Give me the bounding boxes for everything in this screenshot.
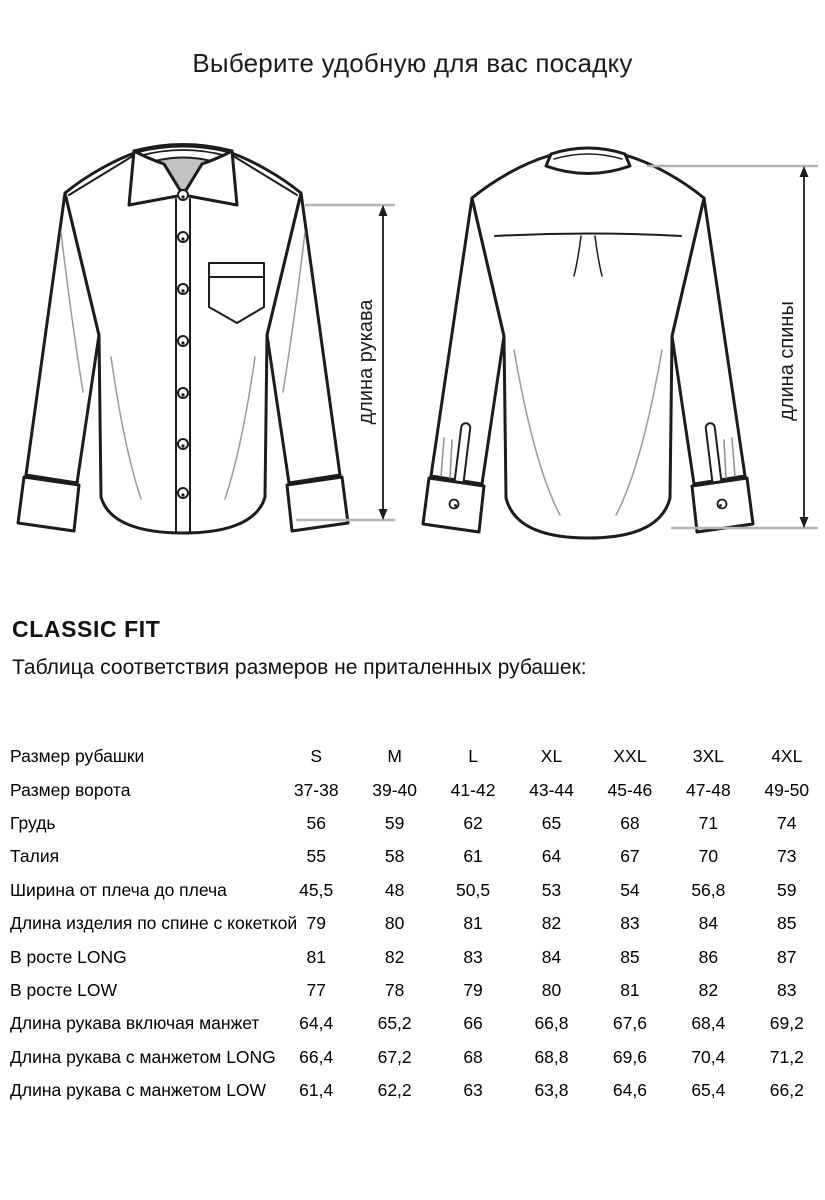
size-header-cell: XXL (613, 746, 647, 767)
table-row (10, 974, 825, 1007)
value-cell: 79 (306, 913, 326, 934)
value-cell: 71 (698, 812, 719, 833)
size-header-cell: 3XL (692, 746, 724, 767)
size-header-cell: 4XL (771, 746, 803, 767)
value-cell: 81 (620, 979, 640, 1000)
value-cell: 65,2 (377, 1013, 412, 1034)
value-cell: 87 (777, 946, 797, 967)
value-cell: 59 (384, 812, 405, 833)
table-row (10, 807, 825, 840)
row-label: В росте LONG (10, 946, 127, 967)
size-header-cell: M (387, 746, 402, 767)
value-cell: 66,8 (534, 1013, 569, 1034)
shirt-diagrams (0, 118, 825, 603)
value-cell: 47-48 (685, 779, 731, 800)
value-cell: 63 (463, 1080, 483, 1101)
value-cell: 86 (698, 946, 719, 967)
value-cell: 80 (384, 913, 405, 934)
value-cell: 71,2 (769, 1046, 804, 1067)
row-label: Длина рукава с манжетом LONG (10, 1046, 276, 1067)
row-label: Ширина от плеча до плеча (10, 879, 227, 900)
value-cell: 64 (541, 846, 562, 867)
value-cell: 67 (620, 846, 640, 867)
value-cell: 41-42 (450, 779, 496, 800)
table-row (10, 773, 825, 806)
value-cell: 67,6 (612, 1013, 647, 1034)
value-cell: 39-40 (372, 779, 418, 800)
row-label: Длина рукава включая манжет (10, 1013, 260, 1034)
value-cell: 82 (384, 946, 405, 967)
row-label: Размер ворота (10, 779, 131, 800)
size-header-cell: S (310, 746, 323, 767)
value-cell: 68,8 (534, 1046, 569, 1067)
value-cell: 78 (384, 979, 405, 1000)
table-row (10, 840, 825, 873)
table-header-label: Размер рубашки (10, 746, 145, 767)
value-cell: 82 (698, 979, 719, 1000)
row-label: Длина рукава с манжетом LOW (10, 1080, 267, 1101)
value-cell: 62,2 (377, 1080, 412, 1101)
value-cell: 66,4 (299, 1046, 334, 1067)
shirt-front-drawing (18, 145, 348, 534)
value-cell: 85 (620, 946, 640, 967)
size-header-cell: XL (540, 746, 563, 767)
value-cell: 67,2 (377, 1046, 412, 1067)
size-header-cell: L (468, 746, 478, 767)
value-cell: 37-38 (293, 779, 339, 800)
value-cell: 69,6 (612, 1046, 647, 1067)
value-cell: 53 (541, 879, 562, 900)
value-cell: 61,4 (299, 1080, 334, 1101)
value-cell: 84 (698, 913, 719, 934)
table-caption: Таблица соответствия размеров не приталенных рубашек: (12, 656, 587, 679)
value-cell: 54 (620, 879, 640, 900)
value-cell: 74 (777, 812, 797, 833)
value-cell: 83 (463, 946, 483, 967)
value-cell: 68,4 (691, 1013, 726, 1034)
fit-heading: CLASSIC FIT (12, 616, 161, 642)
table-row (10, 1041, 825, 1074)
value-cell: 65 (541, 812, 562, 833)
value-cell: 62 (463, 812, 483, 833)
value-cell: 83 (620, 913, 640, 934)
value-cell: 69,2 (769, 1013, 804, 1034)
value-cell: 77 (306, 979, 326, 1000)
table-row (10, 874, 825, 907)
value-cell: 73 (777, 846, 797, 867)
value-cell: 63,8 (534, 1080, 569, 1101)
table-header-row (10, 740, 825, 773)
value-cell: 65,4 (691, 1080, 726, 1101)
value-cell: 45-46 (607, 779, 653, 800)
value-cell: 48 (384, 879, 405, 900)
row-label: Талия (10, 846, 60, 867)
row-label: В росте LOW (10, 979, 118, 1000)
table-row (10, 907, 825, 940)
table-row (10, 1007, 825, 1040)
page-title: Выберите удобную для вас посадку (192, 48, 633, 78)
value-cell: 84 (541, 946, 562, 967)
row-label: Грудь (10, 812, 56, 833)
value-cell: 56 (306, 812, 326, 833)
value-cell: 58 (384, 846, 405, 867)
value-cell: 59 (777, 879, 797, 900)
table-row (10, 1074, 825, 1107)
value-cell: 82 (541, 913, 562, 934)
value-cell: 81 (306, 946, 326, 967)
size-table (10, 740, 825, 1107)
value-cell: 66 (463, 1013, 483, 1034)
sleeve-length-label: длина рукава (355, 299, 377, 425)
value-cell: 49-50 (764, 779, 810, 800)
value-cell: 70,4 (691, 1046, 726, 1067)
value-cell: 64,4 (299, 1013, 334, 1034)
value-cell: 43-44 (529, 779, 574, 800)
value-cell: 61 (463, 846, 483, 867)
table-row (10, 940, 825, 973)
value-cell: 50,5 (456, 879, 491, 900)
value-cell: 56,8 (691, 879, 726, 900)
value-cell: 68 (463, 1046, 483, 1067)
row-label: Длина изделия по спине с кокеткой (10, 913, 298, 934)
value-cell: 85 (777, 913, 797, 934)
value-cell: 64,6 (612, 1080, 647, 1101)
value-cell: 80 (541, 979, 562, 1000)
value-cell: 81 (463, 913, 483, 934)
value-cell: 68 (620, 812, 640, 833)
value-cell: 66,2 (769, 1080, 804, 1101)
value-cell: 79 (463, 979, 483, 1000)
value-cell: 55 (306, 846, 326, 867)
value-cell: 83 (777, 979, 797, 1000)
value-cell: 70 (698, 846, 719, 867)
value-cell: 45,5 (299, 879, 334, 900)
shirt-back-drawing (423, 148, 753, 538)
back-length-label: длина спины (776, 301, 798, 421)
